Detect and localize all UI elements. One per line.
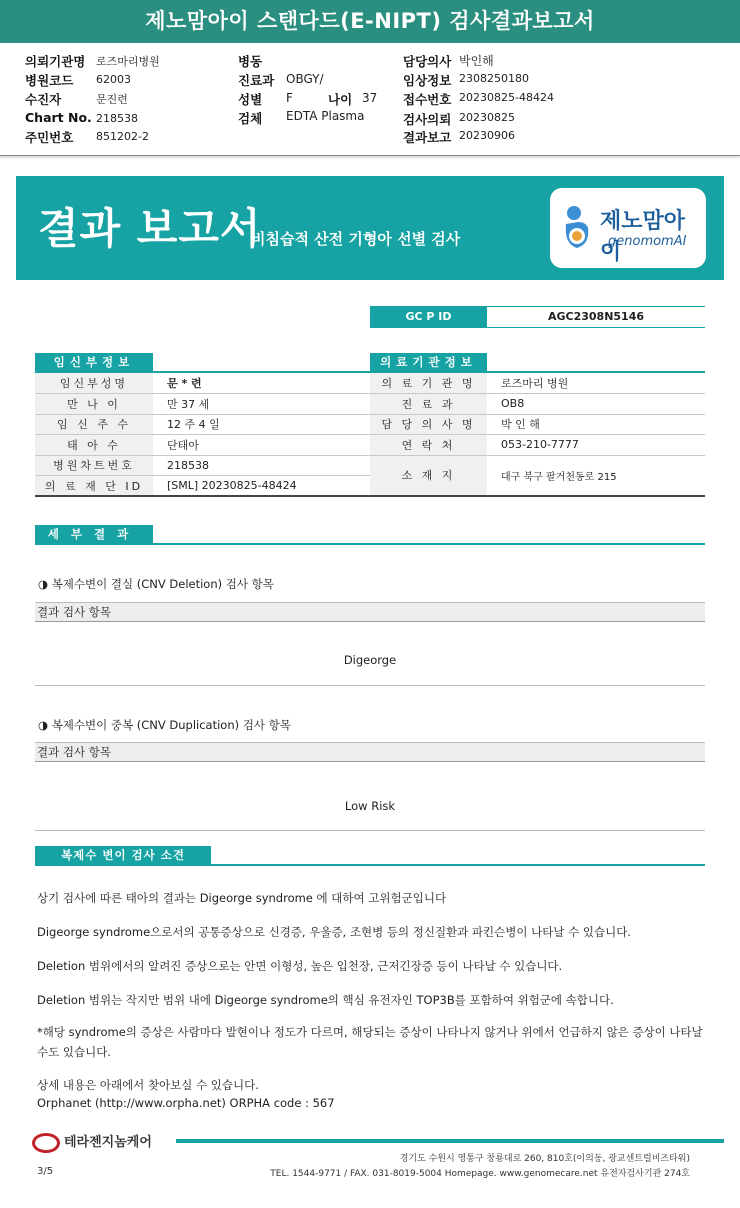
row-value: 053-210-7777 [487,435,705,456]
cnv-duplication-header: 결과 검사 항목 [35,742,705,762]
label-chart-no: Chart No. [25,110,92,125]
value-doctor: 박인해 [459,54,494,68]
row-value: [SML] 20230825-48424 [153,476,370,497]
row-label: 병원차트번호 [35,455,153,476]
value-age: 37 [362,91,378,105]
gcp-id-label: GC P ID [370,307,487,327]
value-department: OBGY/ [286,72,324,86]
label-department: 진료과 [238,73,275,88]
value-hospital-code: 62003 [96,73,131,86]
row-value: 단태아 [153,435,370,456]
page-number: 3/5 [37,1166,54,1177]
value-patient: 문진련 [96,93,128,106]
footer-address: 경기도 수원시 영통구 창룡대로 260, 810호(이의동, 광교센트럴비즈타워) [399,1154,690,1164]
cnv-deletion-result: Digeorge [343,653,397,667]
row-label: 담 당 의 사 명 [370,414,487,435]
row-label: 임 신 주 수 [35,414,153,435]
row-label: 태 아 수 [35,435,153,456]
table-row [370,414,705,435]
label-specimen: 검체 [238,111,263,126]
value-institution: 로즈마리병원 [96,55,160,68]
pregnant-info-tab: 임신부정보 [35,353,153,372]
label-hospital-code: 병원코드 [25,73,74,88]
row-value: OB8 [487,394,705,415]
opinion-paragraph-1: 상기 검사에 따른 태아의 결과는 Digeorge syndrome 에 대하여 고위험군입니다 [37,891,447,905]
table-row [35,394,370,415]
table-row [35,435,370,456]
cnv-deletion-title: ◑ 복제수변이 결실 (CNV Deletion) 검사 항목 [38,577,274,591]
label-sex: 성별 [238,92,263,107]
label-patient: 수진자 [25,92,62,107]
gcp-id-value: AGC2308N5146 [547,310,645,323]
gcp-id-box [370,306,705,328]
cnv-deletion-header: 결과 검사 항목 [35,602,705,622]
institution-info-tab: 의료기관정보 [370,353,487,372]
opinion-paragraph-2: Digeorge syndrome으로서의 공통증상으로 신경증, 우울증, 조현병 등의 정신질환과 파킨슨병이 나타날 수 있습니다. [37,925,631,939]
opinion-tab: 복제수 변이 검사 소견 [35,846,211,865]
value-resident-no: 851202-2 [96,130,149,143]
result-banner [16,176,724,280]
footer-contact: TEL. 1544-9771 / FAX. 031-8019-5004 Homepage. www.genomecare.net 유전자검사기관 274호 [270,1169,690,1179]
label-clinical-info: 임상정보 [403,73,452,88]
opinion-paragraph-4: Deletion 범위는 작지만 범위 내에 Digeorge syndrome의 핵심 유전자인 TOP3B를 포함하여 위험군에 속합니다. [37,993,614,1007]
value-sex: F [286,91,293,105]
value-chart-no: 218538 [96,112,138,125]
divider [35,830,705,831]
label-ward: 병동 [238,54,263,69]
label-test-request: 검사의뢰 [403,112,452,127]
opinion-paragraph-5: *해당 syndrome의 증상은 사람마다 발현이나 정도가 다르며, 해당되는 증상이 나타나지 않거나 위에서 언급하지 않은 증상이 나타날 수도 있습니다. [37,1025,703,1059]
table-row [370,455,705,496]
terragen-logo-icon [32,1133,60,1153]
label-resident-no: 주민번호 [25,130,74,145]
row-value: 박 인 해 [487,414,705,435]
cnv-duplication-result: Low Risk [344,799,396,813]
details-line [35,543,705,545]
row-value: 218538 [153,455,370,476]
value-receipt-no: 20230825-48424 [459,91,554,104]
report-title: 제노맘아이 스탠다드(E-NIPT) 검사결과보고서 [0,0,740,43]
label-receipt-no: 접수번호 [403,92,452,107]
terragen-logo [32,1131,152,1153]
row-value: 문 * 련 [153,373,370,394]
value-result-report: 20230906 [459,129,515,142]
value-specimen: EDTA Plasma [286,109,365,123]
company-name: 테라젠지놈케어 [64,1135,152,1150]
table-row [370,394,705,415]
row-label: 만 나 이 [35,394,153,415]
table-row [370,373,705,394]
table-row [370,435,705,456]
row-label: 임신부성명 [35,373,153,394]
label-institution: 의뢰기관명 [25,54,86,69]
row-value: 만 37 세 [153,394,370,415]
opinion-paragraph-3: Deletion 범위에서의 알려진 증상으로는 안면 이형성, 높은 입천장, 근저긴장증 등이 나타날 수 있습니다. [37,959,563,973]
opinion-paragraph-6: 상세 내용은 아래에서 찾아보실 수 있습니다. [37,1078,259,1092]
row-label: 연 락 처 [370,435,487,456]
genomom-logo-icon [560,204,594,252]
row-value: 12 주 4 일 [153,414,370,435]
opinion-line [35,864,705,866]
logo-sub-text: genomomAI [608,234,687,249]
row-value: 대구 북구 팔거천동로 215 [487,455,705,496]
header-info [0,43,740,156]
label-result-report: 결과보고 [403,130,452,145]
divider [35,685,705,686]
pregnant-info-table [35,373,370,497]
row-label: 의 료 재 단 ID [35,476,153,497]
row-label: 소 재 지 [370,455,487,496]
value-test-request: 20230825 [459,111,515,124]
table-row [35,373,370,394]
label-doctor: 담당의사 [403,54,452,69]
table-row [35,455,370,476]
value-clinical-info: 2308250180 [459,72,529,85]
label-age: 나이 [328,92,353,107]
orphanet-reference: Orphanet (http://www.orpha.net) ORPHA code : 567 [37,1096,335,1110]
details-tab: 세부결과 [35,525,153,544]
row-label: 진 료 과 [370,394,487,415]
logo-main-text: 제노맘아이 [600,209,686,265]
table-row [35,476,370,497]
footer-line [176,1139,724,1143]
genomom-logo [550,188,706,268]
institution-info-table [370,373,705,497]
row-value: 로즈마리 병원 [487,373,705,394]
cnv-duplication-title: ◑ 복제수변이 중복 (CNV Duplication) 검사 항목 [38,718,291,732]
banner-title: 결과 보고서 [38,204,262,253]
banner-subtitle: 비침습적 산전 기형아 선별 검사 [251,230,461,248]
row-label: 의 료 기 관 명 [370,373,487,394]
table-row [35,414,370,435]
